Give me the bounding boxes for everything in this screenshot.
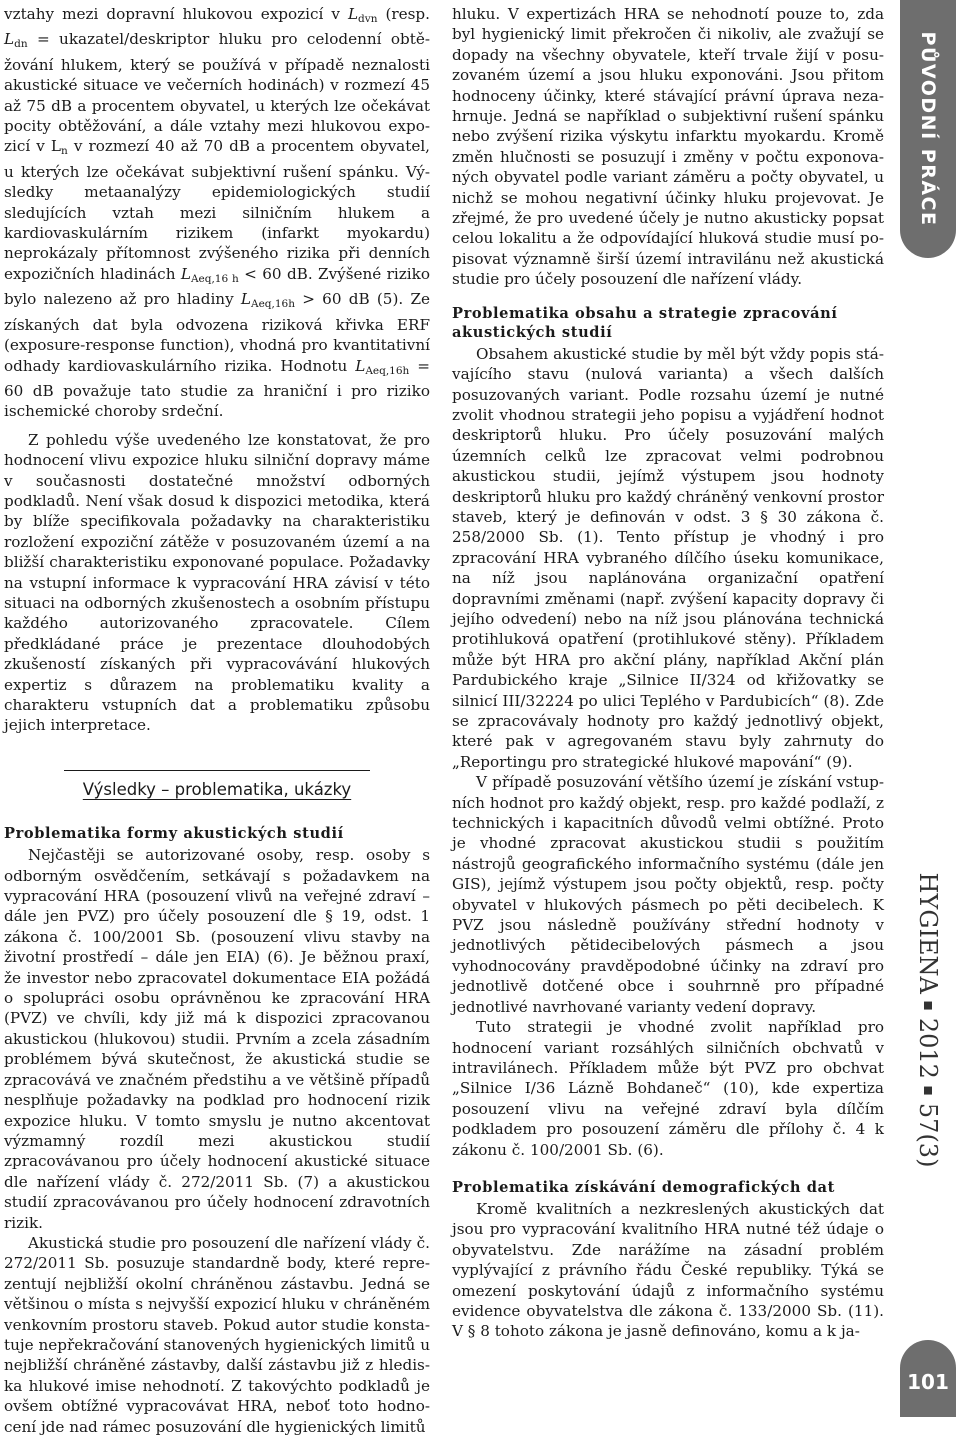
text-run: vztahy mezi dopravní hlukovou expozicí v: [4, 5, 348, 23]
right-column: [452, 4, 884, 1414]
journal-info-label: [914, 873, 942, 1168]
paragraph: [4, 4, 430, 422]
paragraph: Nejčastěji se autorizované osoby, resp. osoby s odborným osvědčením, setkávají s požadavkem na vypracování HRA (posouzení vlivů na veřejné zdraví – dále jen PVZ) pro účely posouzení dle § 19, odst. 1 zákona č. 100/2001 Sb. (posouzení vlivu stavby na životní prostředí – dále jen EIA) (6). Je běžnou praxí, že investor nebo zpracovatel dokumentace EIA požádá o spolupráci osobu oprávněnou ke zpracování HRA (PVZ) ve chvíli, kdy již má k dispozici zpracovanou akustickou (hlukovou) studii. Prvním a zcela zásadním problémem bývá skutečnost, že akustická studie se zpracovává ve značném předstihu a ve většině případů nesplňuje požadavky na podklad pro hodnocení rizik expozice hluku. V tomto smyslu je nutno akcentovat výzmamný rozdíl mezi akustickou studií zpracovávanou pro účely hodnocení akustické situace dle nařízení vlády č. 272/2011 Sb. (7) a akustickou studií zpracovávanou pro účely hodnocení zdravotních rizik.: [4, 846, 430, 1232]
paragraph: hluku. V expertizách HRA se nehodnotí pouze to, zda byl hygienický limit překročen či nikoliv, ale zvažují se dopady na všechny obyvatele, kteří trvale žijí v posuzovaném území a jsou hluku exponováni. Jsou přitom hodnoceny účinky, které stávající právní úprava nezahrnuje. Jedná se například o subjektivní rušení spánku nebo zvýšení rizika výskytu infarktu myokardu. Kromě změn hlučnosti se posuzují i změny v počtu exponovaných obyvatel podle variant záměru a počty obyvatel, u nichž se mohou negativní účinky hluku projevovat. Je zřejmé, že pro uvedené účely je nutno akusticky popsat celou lokalitu a že odpovídající hluková studie musí popisovat významně širší území intravilánu než akustická studie pro účely posouzení dle nařízení vlády.: [452, 5, 884, 289]
section-tab-label: PŮVODNÍ PRÁCE: [917, 31, 939, 227]
page-number: 101: [907, 1370, 949, 1394]
text-run: v rozmezí 40 až 70 dB a procentem obyvatel, u kterých lze očekávat subjektivní rušení spánku. Výsledky metaanalýzy epidemiologických studií sledujících vztah mezi silničním hlukem a kardiovaskulárním rizikem (infarkt myokardu) neprokázaly přítomnost zvýšeného rizika při denních expozičních hladinách: [4, 137, 431, 283]
journal-sidebar: [896, 0, 960, 1417]
journal-name: HYGIENA: [914, 872, 942, 994]
square-bullet-icon: [924, 1002, 932, 1010]
page-number-tab: [900, 1340, 956, 1417]
subscript: Aeq,16 h: [190, 272, 239, 285]
text-run: > 60 dB (5). Ze získaných dat byla odvozena riziková křivka ERF (exposure-response function), vhodná pro kvantitativní odhady kardiovaskulárního rizika. Hodnotu: [4, 290, 430, 375]
subscript: dn: [14, 38, 28, 51]
text-run: = 60 dB považuje tato studie za hraniční i pro riziko ischemické choroby srdeční.: [4, 356, 431, 421]
paragraph: Tuto strategii je vhodné zvolit například pro hodnocení variant rozsáhlých silničních obchvatů v intravilánech. Příkladem může být PVZ pro obchvat „Silnice I/36 Lázně Bohdaneč“ (10), kde expertiza posouzení vlivu na veřejné zdraví byla dílčím podkladem pro posouzení záměru dle přílohy č. 4 k zákonu č. 100/2001 Sb. (6).: [452, 1018, 884, 1159]
text-run: = ukazatel/deskriptor hluku pro celodenní obtěžování hlukem, který se používá v případě neznalosti akustické situace ve večerních hodinách) v rozmezí 45 až 75 dB a procentem obyvatel, u kterých lze očekávat pocity obtěžování, a dále vztahy mezi hlukovou expozicí v L: [4, 30, 430, 156]
text-run: < 60 dB. Zvýšené riziko bylo nalezeno až pro hladiny: [4, 264, 430, 309]
subsection-heading: Problematika obsahu a strategie zpracování akustických studií: [452, 304, 838, 341]
symbol: L: [240, 290, 251, 309]
paragraph: Akustická studie pro posouzení dle nařízení vlády č. 272/2011 Sb. posuzuje standardně body, které reprezentují nejbližší okolní chráněnou zástavbu. Jedná se většinou o místa s nejvyšší expozicí hluku v chráněném venkovním prostoru staveb. Pokud autor studie konstatuje nepřekračování stanovených hygienických limitů u nejbližší chráněné zástavby, další zástavbu již z hlediska hlukové imise nehodnotí. Z takovýchto podkladů je ovšem obtížné vypracovávat HRA, neboť toto hodnocení jde nad rámec posuzování dle hygienických limitů: [4, 1233, 430, 1436]
journal-info: [904, 860, 952, 1180]
symbol: L: [347, 5, 359, 23]
section-title-text: Výsledky – problematika, ukázky: [82, 779, 352, 799]
symbol: L: [4, 30, 15, 49]
subsection-heading: Problematika získávání demografických dat: [452, 1178, 835, 1196]
subscript: n: [61, 145, 68, 158]
section-heading: [4, 780, 430, 800]
subscript: dvn: [358, 13, 378, 25]
paragraph: Obsahem akustické studie by měl být vždy popis stávajícího stavu (nulová varianta) a všech dalších posuzovaných variant. Podle rozsahu území je nutné zvolit vhodnou strategii jeho popisu a vyjádření hodnot deskriptorů hluku. Pro účely posuzování malých územních celků lze zpracovat velmi podrobnou akustickou studii, jejímž výstupem jsou hodnoty deskriptorů hluku pro každý chráněný venkovní prostor staveb, který je definován v odst. 3 § 30 zákona č. 258/2000 Sb. (1). Tento přístup je vhodný i pro zpracování HRA vybraného dílčího úseku komunikace, na níž jsou naplánována organizační opatření dopravními změnami (např. zvýšení kapacity dopravy či jejího odvedení) nebo na níž jsou plánována technická protihluková opatření (protihlukové stěny). Příkladem může být HRA pro akční plány, například Akční plán Pardubického kraje „Silnice II/324 od křižovatky se silnicí III/32224 po ulici Teplého v Pardubicích“ (8). Zde se zpracovávaly hodnoty pro každý jednotlivý objekt, které pak v agregovaném stavu byly zahrnuty do „Reportingu pro strategické hlukové mapování“ (9).: [452, 344, 884, 771]
subsection-heading: Problematika formy akustických studií: [4, 825, 344, 843]
section-tab: [900, 0, 956, 258]
subscript: Aeq,16h: [251, 298, 295, 311]
subscript: Aeq,16h: [365, 364, 410, 377]
symbol: L: [180, 264, 191, 283]
journal-year: 2012: [914, 1017, 942, 1079]
paragraph: V případě posuzování většího území je získání vstupních hodnot pro každý objekt, resp. pro každé podlaží, z technických i kapacitních důvodů velmi obtížné. Proto je vhodné zpracovat akustickou studii s použitím nástrojů geografického informačního systému (dále jen GIS), jejímž výstupem jsou počty objektů, resp. počty obyvatel v hlukových pásmech po pěti decibelech. K PVZ jsou následně používány střední hodnoty v jednotlivých pětidecibelových pásmech a jsou vyhodnocovány pravděpodobné účinky na zdraví pro jednotlivě dotčené obce i souhrnně pro případné jednotlivé navrhované varianty vedení dopravy.: [452, 773, 884, 1016]
square-bullet-icon: [924, 1087, 932, 1095]
left-column: [4, 4, 431, 1436]
paragraph: Kromě kvalitních a nezkreslených akustických dat jsou pro vypracování kvalitního HRA nutné též údaje o obyvatelstvu. Zde narážíme na zásadní problém vyplývající z právního řádu České republiky. Týká se omezení poskytování údajů z informačního systému evidence obyvatelstva dle zákona č. 133/2000 Sb. (11). V § 8 tohoto zákona je jasně definováno, komu a k ja-: [452, 1199, 884, 1341]
symbol: L: [355, 356, 366, 375]
text-run: (resp.: [377, 5, 430, 23]
journal-issue: 57(3): [914, 1102, 942, 1168]
section-rule: [64, 770, 370, 771]
paragraph: Z pohledu výše uvedeného lze konstatovat, že pro hodnocení vlivu expozice hluku silniční dopravy máme v současnosti dostatečné množství odborných podkladů. Není však dosud k dispozici metodika, která by blíže specifikovala požadavky na charakteristiku rozložení expoziční zátěže v posuzovaném území a na bližší charakteristiku exponované populace. Požadavky na vstupní informace k vypracování HRA závisí v této situaci na odborných zkušenostech a osobním přístupu každého autorizovaného zpracovatele. Cílem předkládané práce je prezentace dlouhodobých zkušeností získaných při vypracovávání hlukových expertiz s důrazem na problematiku kvality a charakteru vstupních dat a problematiku způsobu jejich interpretace.: [4, 430, 430, 735]
